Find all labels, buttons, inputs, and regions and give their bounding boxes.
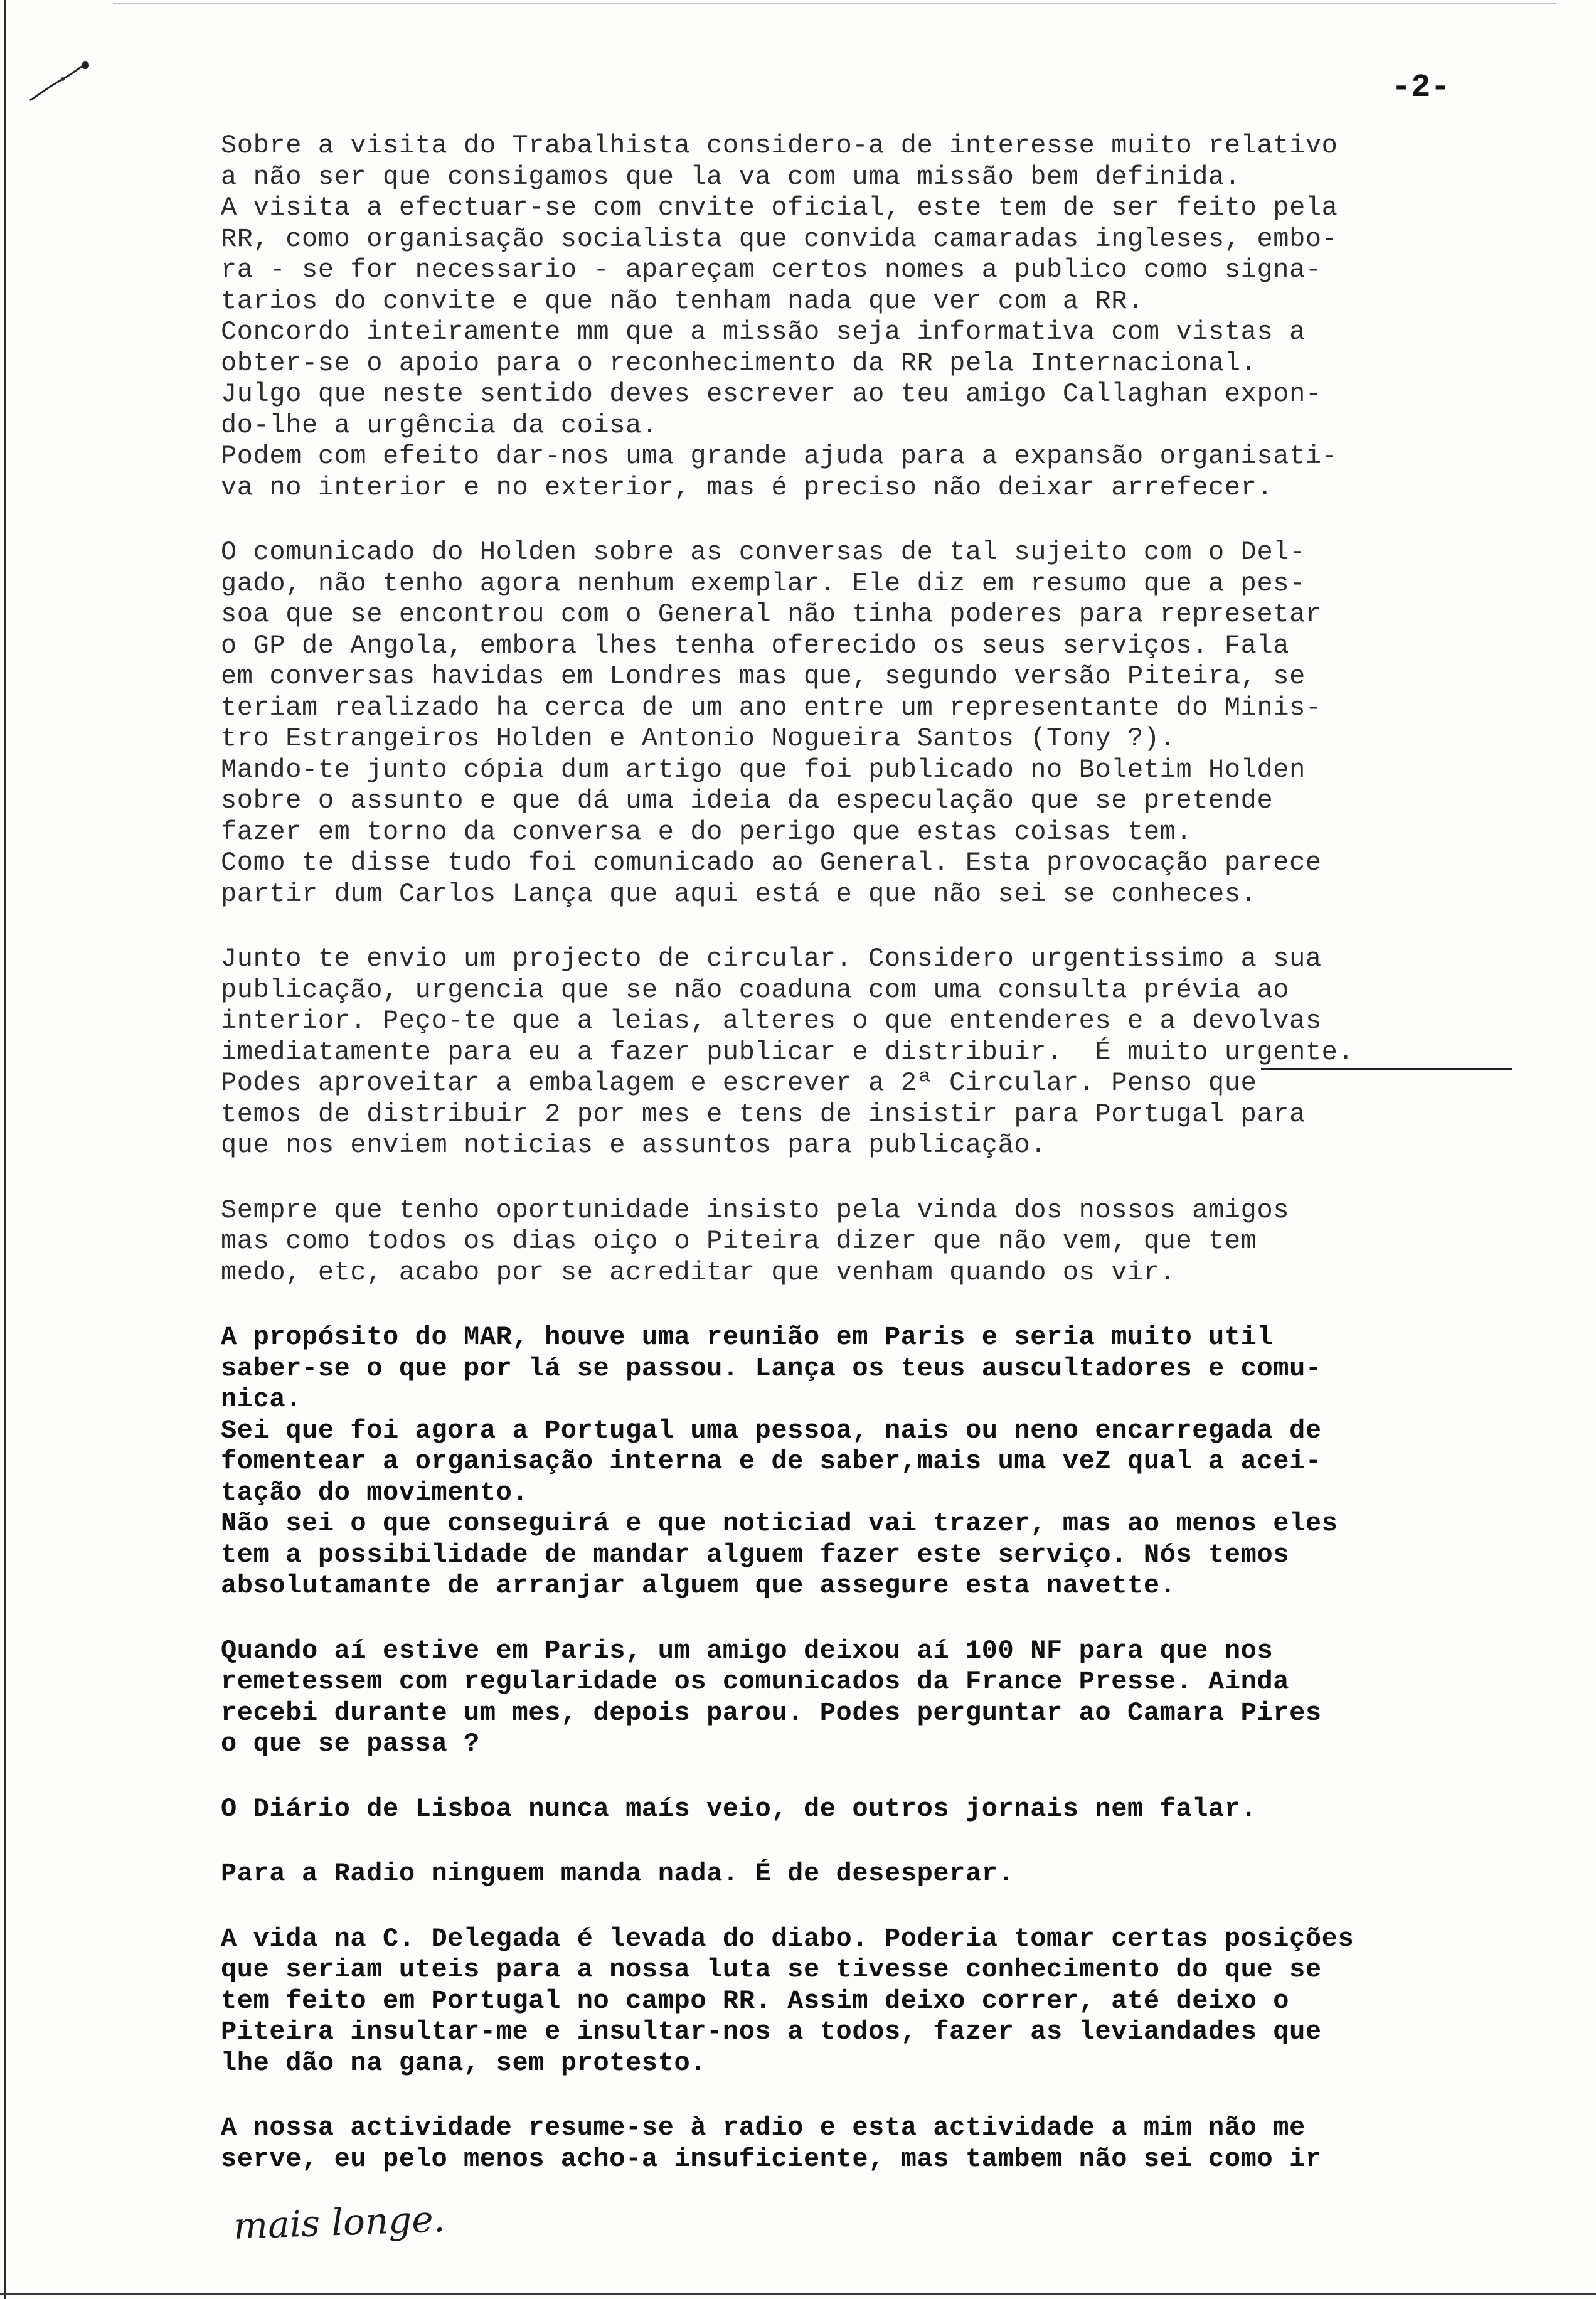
paragraph [221,131,1513,503]
text-line: que seriam uteis para a nossa luta se tivesse conhecimento do que se [221,1955,1322,1985]
page-number: -2- [1391,69,1450,106]
text-line: Como te disse tudo foi comunicado ao General. Esta provocação parece [221,848,1322,878]
page-top-edge [113,3,1556,4]
text-line: Podes aproveitar a embalagem e escrever a 2ª Circular. Penso que [221,1068,1257,1098]
text-line: o que se passa ? [221,1729,480,1759]
text-line: a não ser que consigamos que la va com uma missão bem definida. [221,161,1241,192]
text-line: Podem com efeito dar-nos uma grande ajuda para a expansão organisati- [221,441,1338,471]
text-line: Quando aí estive em Paris, um amigo deixou aí 100 NF para que nos [221,1635,1274,1666]
text-line: tem a possibilidade de mandar alguem fazer este serviço. Nós temos [221,1539,1290,1570]
page-bottom-edge [0,2293,1596,2295]
urgent-underline [1261,1068,1512,1070]
text-line: temos de distribuir 2 por mes e tens de insistir para Portugal para [221,1099,1306,1129]
text-line: A propósito do MAR, houve uma reunião em Paris e seria muito util [221,1322,1274,1352]
paragraph [221,1794,1513,1825]
paragraph [221,1859,1513,1890]
text-line: imediatamente para eu a fazer publicar e distribuir. É muito urgente. [221,1037,1354,1067]
text-line: medo, etc, acabo por se acreditar que venham quando os vir. [221,1257,1176,1288]
paragraph [221,1924,1513,2079]
text-line: soa que se encontrou com o General não tinha poderes para represetar [221,599,1322,629]
text-line: Mando-te junto cópia dum artigo que foi publicado no Boletim Holden [221,754,1306,785]
text-line: tro Estrangeiros Holden e Antonio Nogueira Santos (Tony ?). [221,723,1176,754]
paragraph [221,1322,1513,1602]
text-line: ra - se for necessario - apareçam certos nomes a publico como signa- [221,255,1322,285]
text-line: Piteira insultar-me e insultar-nos a todos, fazer as leviandades que [221,2017,1322,2047]
paragraph [221,2113,1513,2175]
text-line: A vida na C. Delegada é levada do diabo. Poderia tomar certas posições [221,1923,1354,1954]
text-line: Não sei o que conseguirá e que noticiad vai trazer, mas ao menos eles [221,1508,1338,1539]
text-line: obter-se o apoio para o reconhecimento da RR pela Internacional. [221,348,1257,378]
text-line: O Diário de Lisboa nunca maís veio, de outros jornais nem falar. [221,1793,1257,1824]
text-line: A nossa actividade resume-se à radio e esta actividade a mim não me [221,2113,1306,2143]
text-line: tarios do convite e que não tenham nada que ver com a RR. [221,285,1144,316]
text-line: remetessem com regularidade os comunicados da France Presse. Ainda [221,1667,1290,1697]
text-line: Concordo inteiramente mm que a missão seja informativa com vistas a [221,317,1306,347]
text-line: teriam realizado ha cerca de um ano entre um representante do Minis- [221,692,1322,723]
text-line: O comunicado do Holden sobre as conversas de tal sujeito com o Del- [221,537,1306,567]
handwritten-note: mais longe. [232,2197,446,2248]
text-line: saber-se o que por lá se passou. Lança os teus auscultadores e comu- [221,1353,1322,1384]
text-line: va no interior e no exterior, mas é preciso não deixar arrefecer. [221,472,1274,503]
text-line: em conversas havidas em Londres mas que, segundo versão Piteira, se [221,661,1306,691]
paragraph [221,944,1513,1161]
text-line: fomentear a organisação interna e de saber,mais uma veZ qual a acei- [221,1446,1322,1476]
text-line: Sei que foi agora a Portugal uma pessoa, nais ou neno encarregada de [221,1415,1322,1446]
text-line: Para a Radio ninguem manda nada. É de desesperar. [221,1859,1014,1889]
text-line: o GP de Angola, embora lhes tenha oferecido os seus serviços. Fala [221,630,1290,661]
text-line: Julgo que neste sentido deves escrever ao teu amigo Callaghan expon- [221,379,1322,409]
text-line: que nos enviem noticias e assuntos para publicação. [221,1130,1047,1160]
text-line: absolutamante de arranjar alguem que assegure esta navette. [221,1571,1176,1601]
text-line: do-lhe a urgência da coisa. [221,410,658,440]
letter-body [221,131,1513,2209]
text-line: A visita a efectuar-se com cnvite oficial, este tem de ser feito pela [221,193,1338,223]
text-line: RR, como organisação socialista que convida camaradas ingleses, embo- [221,223,1338,254]
text-line: fazer em torno da conversa e do perigo que estas coisas tem. [221,816,1193,847]
text-line: recebi durante um mes, depois parou. Podes perguntar ao Camara Pires [221,1697,1322,1728]
text-line: Sobre a visita do Trabalhista considero-a de interesse muito relativo [221,131,1338,161]
paragraph [221,537,1513,910]
paragraph [221,1195,1513,1289]
text-line: Junto te envio um projecto de circular. Considero urgentissimo a sua [221,944,1322,974]
text-line: sobre o assunto e que dá uma ideia da especulação que se pretende [221,786,1274,816]
text-line: tem feito em Portugal no campo RR. Assim deixo correr, até deixo o [221,1985,1290,2016]
text-line: nica. [221,1384,302,1414]
text-line: mas como todos os dias oiço o Piteira dizer que não vem, que tem [221,1226,1257,1256]
text-line: interior. Peço-te que a leias, alteres o que entenderes e a devolvas [221,1006,1322,1036]
text-line: publicação, urgencia que se não coaduna com uma consulta prévia ao [221,974,1290,1005]
text-line: serve, eu pelo menos acho-a insuficiente, mas tambem não sei como ir [221,2143,1322,2174]
text-line: partir dum Carlos Lança que aqui está e que não sei se conheces. [221,878,1257,909]
text-line: Sempre que tenho oportunidade insisto pela vinda dos nossos amigos [221,1195,1290,1225]
paragraph [221,1636,1513,1760]
page-left-edge [4,0,6,2299]
ink-smudge-icon [25,56,94,113]
text-line: lhe dão na gana, sem protesto. [221,2047,707,2078]
text-line: gado, não tenho agora nenhum exemplar. Ele diz em resumo que a pes- [221,568,1306,599]
text-line: tação do movimento. [221,1477,529,1508]
